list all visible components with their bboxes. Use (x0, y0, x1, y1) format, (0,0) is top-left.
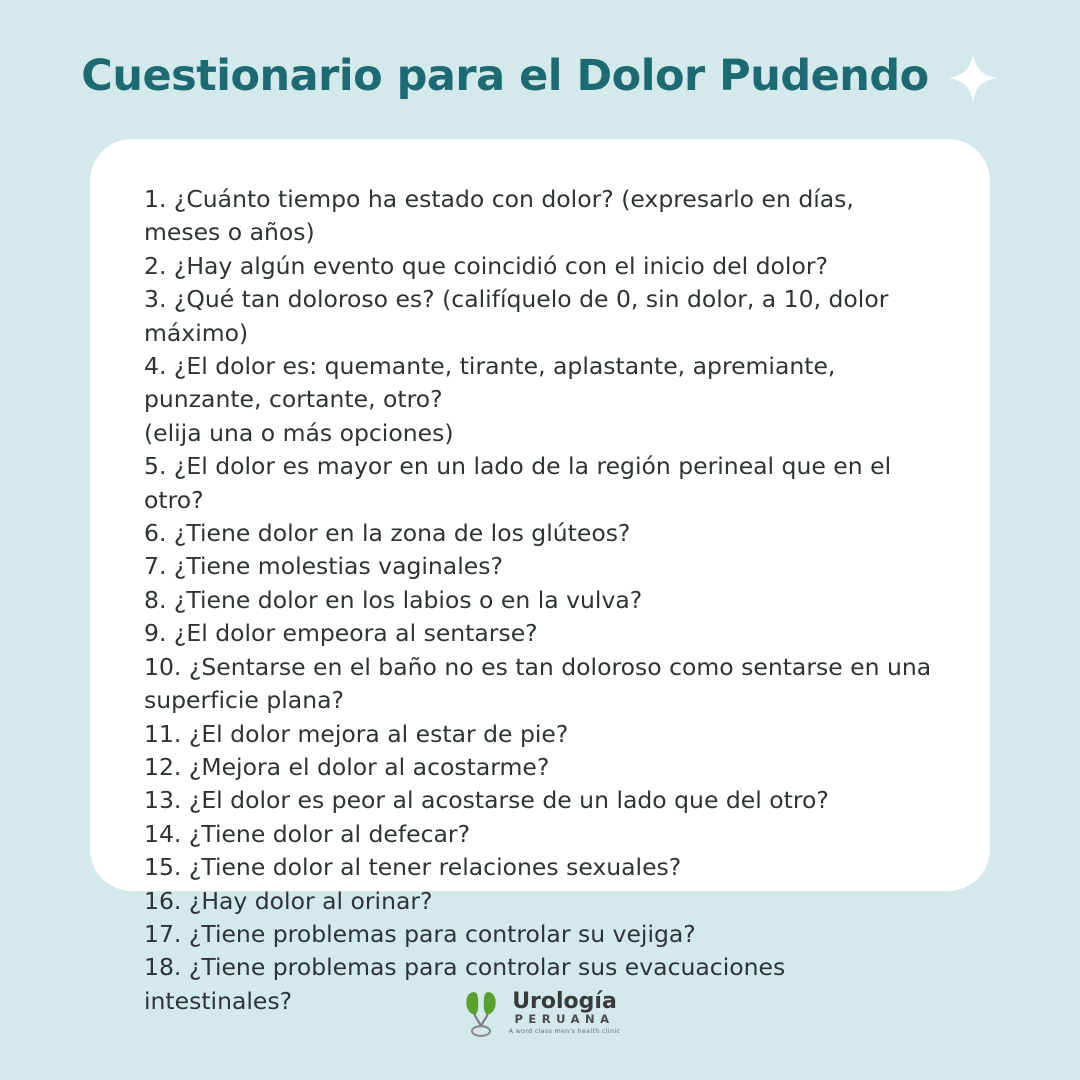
list-item: 8. ¿Tiene dolor en los labios o en la vulva? (144, 585, 643, 614)
list-item: 12. ¿Mejora el dolor al acostarme? (144, 752, 550, 781)
list-item: 14. ¿Tiene dolor al defecar? (144, 819, 471, 848)
list-item: 13. ¿El dolor es peor al acostarse de un lado que del otro? (144, 786, 829, 815)
list-item: 2. ¿Hay algún evento que coincidió con el inicio del dolor? (144, 251, 828, 280)
brand-logo-text (509, 991, 621, 1035)
list-item: 6. ¿Tiene dolor en la zona de los glúteos? (144, 519, 631, 548)
question-list (144, 183, 939, 1018)
list-item: 3. ¿Qué tan doloroso es? (califíquelo de 0, sin dolor, a 10, dolor máximo) (144, 285, 896, 347)
brand-name: Urología (512, 989, 617, 1015)
brand-tagline: A word class men's health clinic (508, 1027, 621, 1035)
brand-subname: PERUANA (514, 1012, 615, 1027)
list-item: 16. ¿Hay dolor al orinar? (144, 886, 433, 915)
list-item: 10. ¿Sentarse en el baño no es tan doloroso como sentarse en una superficie plana? (144, 652, 939, 715)
header (0, 48, 1080, 104)
list-item: 17. ¿Tiene problemas para controlar su vejiga? (144, 919, 696, 948)
list-item: 5. ¿El dolor es mayor en un lado de la región perineal que en el otro? (144, 452, 899, 514)
list-item: 18. ¿Tiene problemas para controlar sus evacuaciones intestinales? (144, 953, 793, 1015)
brand-logo (460, 988, 621, 1038)
list-item: 1. ¿Cuánto tiempo ha estado con dolor? (expresarlo en días, meses o años) (144, 185, 862, 247)
footer (0, 988, 1080, 1038)
list-item: 7. ¿Tiene molestias vaginales? (144, 552, 503, 581)
list-item: 9. ¿El dolor empeora al sentarse? (144, 619, 538, 648)
list-item: 4. ¿El dolor es: quemante, tirante, aplastante, apremiante, punzante, cortante, otro? (144, 352, 843, 414)
kidneys-logo-icon (460, 988, 502, 1038)
list-item: (elija una o más opciones) (144, 418, 454, 447)
page-title: Cuestionario para el Dolor Pudendo (81, 51, 929, 101)
list-item: 11. ¿El dolor mejora al estar de pie? (144, 719, 569, 748)
sparkle-icon (947, 52, 999, 104)
list-item: 15. ¿Tiene dolor al tener relaciones sexuales? (144, 853, 682, 882)
